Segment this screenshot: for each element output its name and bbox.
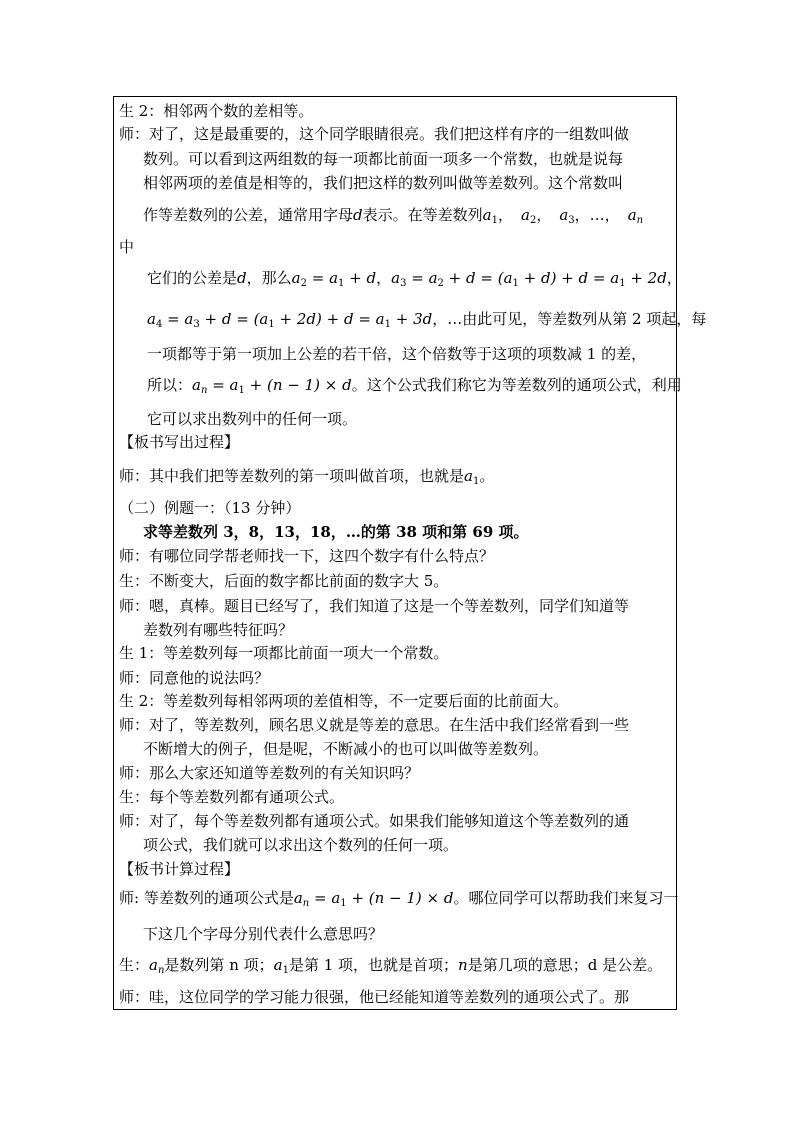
line-formula-a4: $a_4 = a_3 + d = (a_1 + 2d) + d = a_1 + 3d$，…由此可见，等差数列从第 2 项起，每 bbox=[147, 310, 707, 330]
line-student1-constant: 生 1：等差数列每一项都比前面一项大一个常数。 bbox=[119, 644, 449, 662]
line-zhong: 中 bbox=[119, 238, 135, 256]
line-teacher-praise: 师：哇，这位同学的学习能力很强，他已经能知道等差数列的通项公式了。那 bbox=[119, 988, 630, 1006]
line-first-term: 师：其中我们把等差数列的第一项叫做首项，也就是$a_1$。 bbox=[119, 467, 495, 487]
line-teacher-great: 师：嗯，真棒。题目已经写了，我们知道了这是一个等差数列，同学们知道等 bbox=[119, 597, 630, 615]
example-one-problem: 求等差数列 3，8，13，18，…的第 38 项和第 69 项。 bbox=[143, 523, 529, 541]
line-arithmetic-sequence-def: 相邻两项的差值是相等的，我们把这样的数列叫做等差数列。这个常数叫 bbox=[143, 174, 624, 192]
line-find-any-term: 它可以求出数列中的任何一项。 bbox=[147, 410, 358, 428]
line-decreasing-example: 不断增大的例子，但是呢，不断减小的也可以叫做等差数列。 bbox=[143, 740, 549, 758]
blackboard-heading-compute: 【板书计算过程】 bbox=[119, 860, 240, 878]
line-find-any-term-2: 项公式，我们就可以求出这个数列的任何一项。 bbox=[143, 836, 459, 854]
line-features-question: 差数列有哪些特征吗？ bbox=[143, 621, 294, 639]
line-teacher-general-formula: 师：对了，每个等差数列都有通项公式。如果我们能够知道这个等差数列的通 bbox=[119, 812, 630, 830]
example-one-heading: （二）例题一：（13 分钟） bbox=[119, 499, 301, 517]
line-teacher-sequence-def: 师：对了，这是最重要的，这个同学眼睛很亮。我们把这样有序的一组数叫做 bbox=[119, 125, 630, 143]
line-teacher-other-knowledge: 师：那么大家还知道等差数列的有关知识吗？ bbox=[119, 764, 420, 782]
blackboard-heading-write: 【板书写出过程】 bbox=[119, 433, 240, 451]
line-letters-meaning: 下这几个字母分别代表什么意思吗？ bbox=[143, 925, 384, 943]
line-sequence-constant: 数列。可以看到这两组数的每一项都比前面一项多一个常数，也就是说每 bbox=[143, 150, 624, 168]
line-student2-equal-diff: 生 2：等差数列每相邻两项的差值相等，不一定要后面的比前面大。 bbox=[119, 692, 569, 710]
line-student-increase-5: 生：不断变大，后面的数字都比前面的数字大 5。 bbox=[119, 572, 449, 590]
line-common-difference: 作等差数列的公差，通常用字母d表示。在等差数列$a_1$， $a_2$， $a_3$，…， $a_n$ bbox=[143, 206, 644, 226]
line-student2-adjacent-diff: 生 2：相邻两个数的差相等。 bbox=[119, 102, 314, 120]
line-teacher-find-feature: 师：有哪位同学帮老师找一下，这四个数字有什么特点？ bbox=[119, 547, 495, 565]
line-teacher-formula-review: 师: 等差数列的通项公式是$a_n = a_1 + (n - 1) \times d$。哪位同学可以帮助我们来复习一 bbox=[119, 889, 679, 909]
line-teacher-agree: 师：同意他的说法吗？ bbox=[119, 669, 270, 687]
line-multiple-of-difference: 一项都等于第一项加上公差的若干倍，这个倍数等于这项的项数减 1 的差， bbox=[147, 345, 647, 363]
line-student-letters: 生：$a_n$是数列第 n 项；$a_1$是第 1 项，也就是首项；n是第几项的意思；d 是公差。 bbox=[119, 956, 663, 976]
line-student-general-formula: 生：每个等差数列都有通项公式。 bbox=[119, 788, 345, 806]
line-general-formula: 所以：$a_n = a_1 + (n - 1) \times d$。这个公式我们称它为等差数列的通项公式，利用 bbox=[147, 376, 682, 396]
line-formula-a2-a3: 它们的公差是d，那么$a_2 = a_1 + d$，$a_3 = a_2 + d = (a_1 + d) + d = a_1 + 2d$， bbox=[147, 269, 682, 289]
line-teacher-meaning: 师：对了，等差数列，顾名思义就是等差的意思。在生活中我们经常看到一些 bbox=[119, 716, 630, 734]
